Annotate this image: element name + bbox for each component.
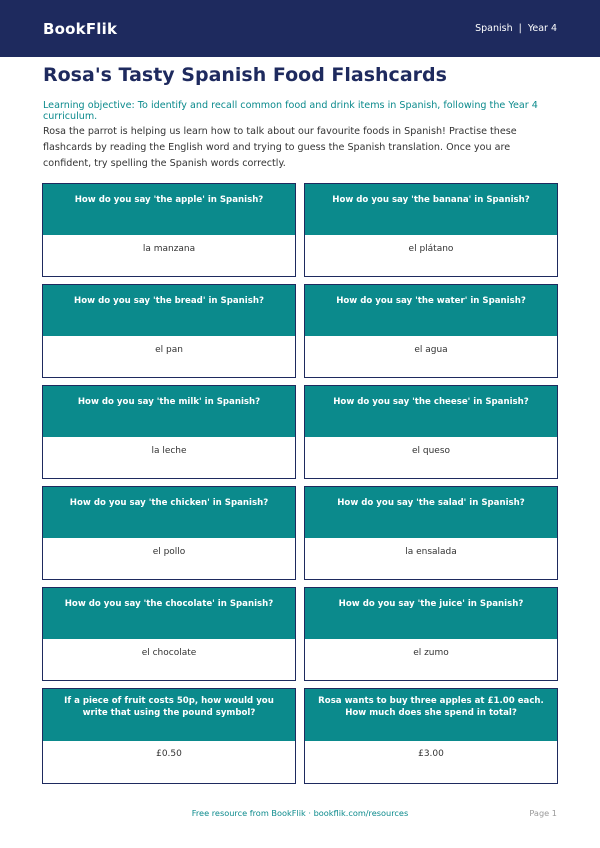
flashcard-question: How do you say 'the banana' in Spanish? [305, 184, 557, 235]
flashcard-answer: el zumo [305, 639, 557, 680]
header-meta [475, 23, 557, 34]
flashcard-question: How do you say 'the water' in Spanish? [305, 285, 557, 336]
flashcard-question: How do you say 'the milk' in Spanish? [43, 386, 295, 437]
flashcard [42, 486, 296, 580]
flashcard [42, 587, 296, 681]
flashcard-question: How do you say 'the cheese' in Spanish? [305, 386, 557, 437]
flashcard [304, 486, 558, 580]
flashcard [42, 385, 296, 479]
flashcard [42, 284, 296, 378]
flashcard-answer: la ensalada [305, 538, 557, 579]
flashcard-question: How do you say 'the chocolate' in Spanish? [43, 588, 295, 639]
flashcard-question: How do you say 'the bread' in Spanish? [43, 285, 295, 336]
flashcard [304, 688, 558, 784]
flashcard-question: How do you say 'the apple' in Spanish? [43, 184, 295, 235]
footer-resource-link[interactable]: Free resource from BookFlik · bookflik.com/resources [191, 808, 409, 818]
flashcard-question: Rosa wants to buy three apples at £1.00 each. How much does she spend in total? [305, 689, 557, 741]
flashcard-question: How do you say 'the salad' in Spanish? [305, 487, 557, 538]
flashcard-answer: el agua [305, 336, 557, 377]
flashcard-answer: la leche [43, 437, 295, 478]
flashcard-answer: el chocolate [43, 639, 295, 680]
page-title: Rosa's Tasty Spanish Food Flashcards [43, 64, 447, 86]
brand-logo[interactable]: BookFlik [43, 19, 118, 38]
flashcard-answer: el pollo [43, 538, 295, 579]
subject-label: Spanish [475, 23, 513, 34]
flashcard-answer: la manzana [43, 235, 295, 276]
flashcard [304, 284, 558, 378]
flashcard-answer: el queso [305, 437, 557, 478]
flashcard-answer: £3.00 [305, 741, 557, 783]
flashcard-answer: el pan [43, 336, 295, 377]
meta-separator: | [518, 23, 522, 34]
flashcard [42, 688, 296, 784]
intro-paragraph: Rosa the parrot is helping us learn how to talk about our favourite foods in Spanish! Practise these flashcards by reading the English word and trying to guess the Spanish translation. Once you are confident, try spelling the Spanish words correctly. [43, 126, 517, 169]
year-label: Year 4 [527, 23, 557, 34]
flashcard [304, 183, 558, 277]
flashcard [304, 587, 558, 681]
flashcard-question: If a piece of fruit costs 50p, how would you write that using the pound symbol? [43, 689, 295, 741]
flashcard-question: How do you say 'the juice' in Spanish? [305, 588, 557, 639]
header-bar [0, 0, 600, 57]
flashcard-question: How do you say 'the chicken' in Spanish? [43, 487, 295, 538]
flashcard-grid [42, 183, 558, 784]
flashcard [42, 183, 296, 277]
flashcard [304, 385, 558, 479]
flashcard-answer: £0.50 [43, 741, 295, 783]
learning-objective: Learning objective: To identify and recall common food and drink items in Spanish, following the Year 4 curriculum. [43, 100, 538, 122]
page-number: Page 1 [529, 808, 557, 818]
flashcard-answer: el plátano [305, 235, 557, 276]
